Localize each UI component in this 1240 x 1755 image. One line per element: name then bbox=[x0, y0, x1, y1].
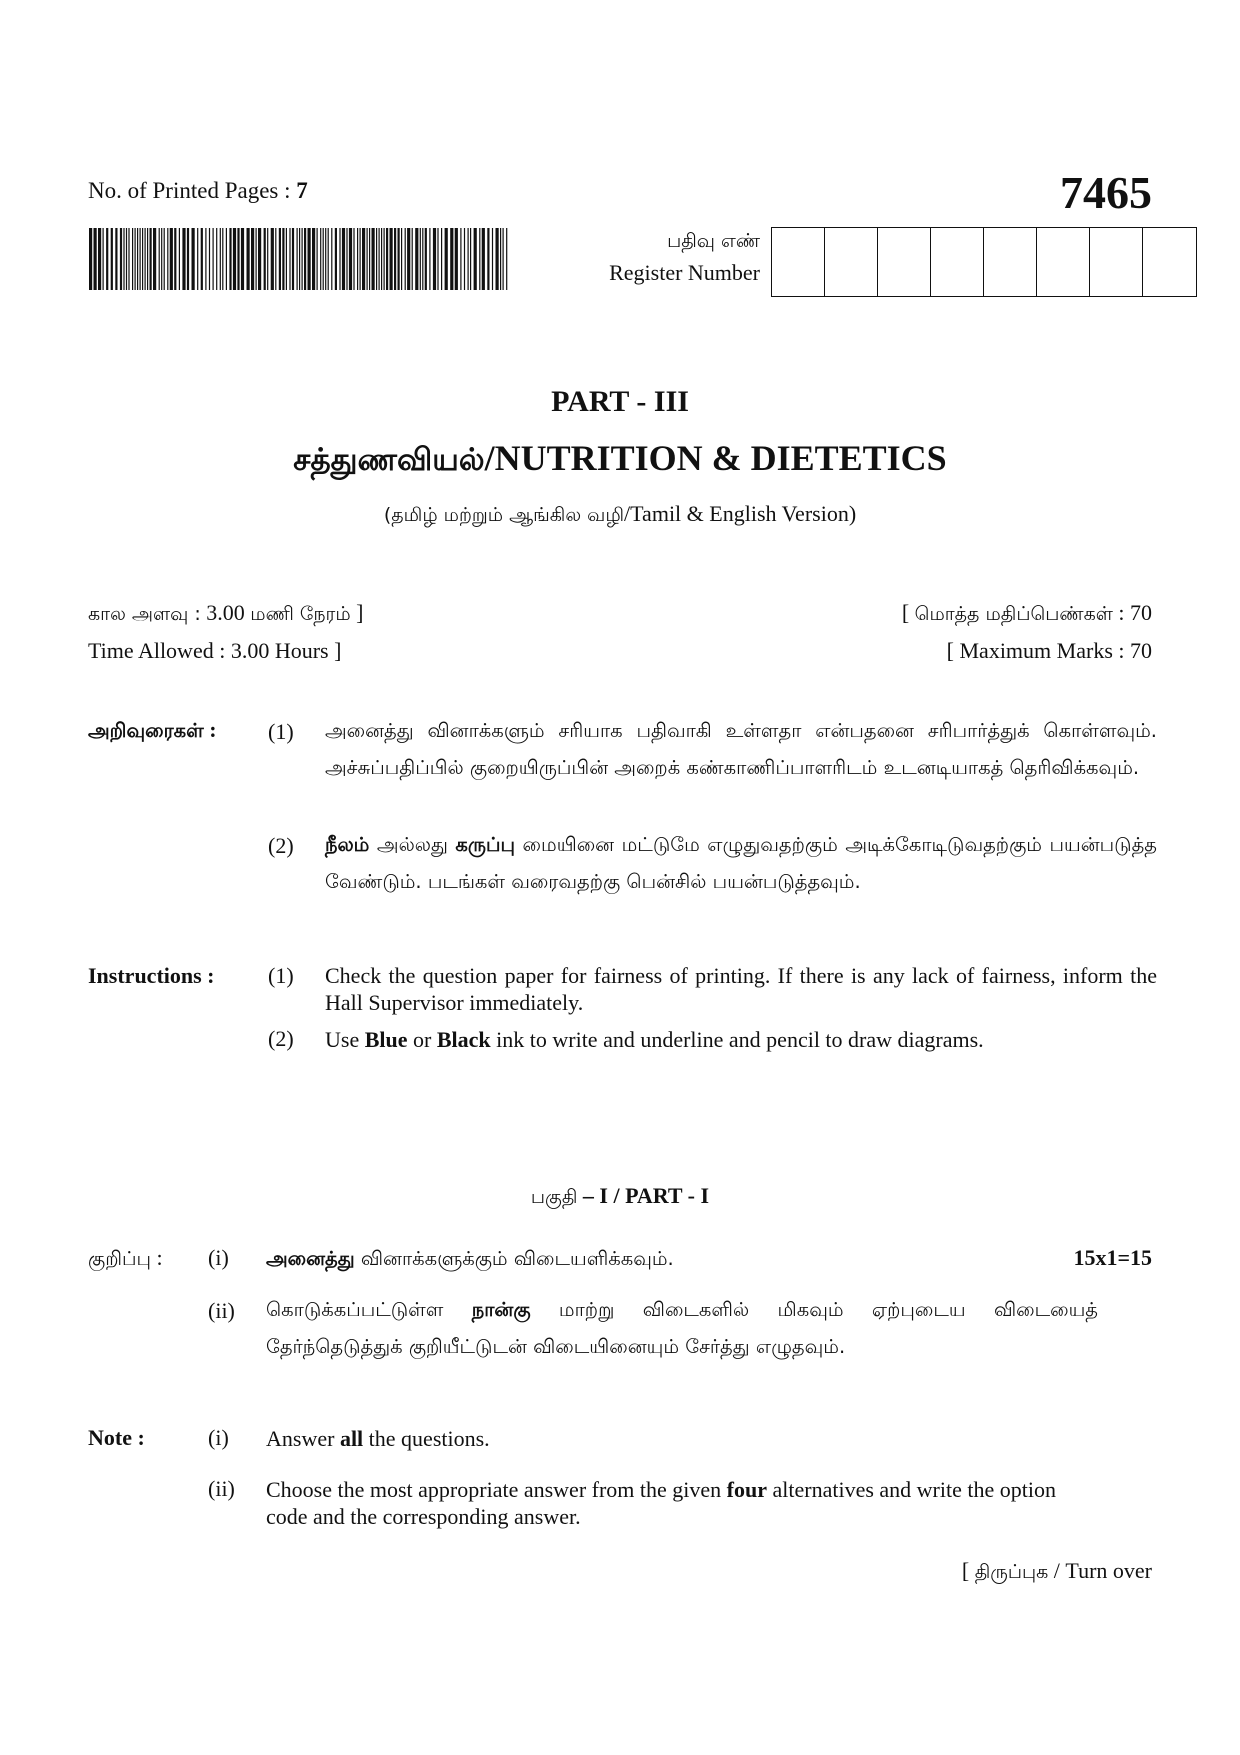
time-unit-tamil: மணி நேரம் bbox=[250, 603, 351, 625]
subject-title-tamil: சத்துணவியல் bbox=[293, 442, 485, 478]
time-allowed-tamil bbox=[88, 600, 363, 628]
note-tamil-1-text bbox=[266, 1240, 1046, 1277]
blue-text: Blue bbox=[364, 1027, 408, 1052]
register-digit-box[interactable] bbox=[1143, 228, 1196, 296]
register-digit-box[interactable] bbox=[984, 228, 1037, 296]
black-text: Black bbox=[436, 1027, 491, 1052]
marks-value-tamil: : 70 bbox=[1112, 600, 1152, 625]
all-text: all bbox=[339, 1426, 364, 1451]
turn-over-tamil: திருப்புக bbox=[974, 1561, 1049, 1583]
barcode-image bbox=[89, 228, 509, 290]
medium-line bbox=[0, 501, 1240, 529]
instruction-tamil-2-text bbox=[325, 826, 1157, 900]
note-tamil-label bbox=[88, 1245, 163, 1273]
note-tamil-2-number: (ii) bbox=[208, 1298, 235, 1323]
printed-pages-label: No. of Printed Pages : bbox=[88, 178, 291, 203]
instructions-tamil-label-sep: : bbox=[203, 717, 217, 742]
instruction-english-1-number: (1) bbox=[268, 963, 294, 988]
register-label-english: Register Number bbox=[609, 260, 760, 285]
note-english-2-text bbox=[266, 1476, 1098, 1530]
instruction-english-1-text: Check the question paper for fairness of printing. If there is any lack of fairness, inform the Hall Supervisor immediately. bbox=[325, 963, 1157, 1015]
register-digit-box[interactable] bbox=[1090, 228, 1143, 296]
note-tamil-1-number: (i) bbox=[208, 1245, 229, 1270]
instruction-english-2-number: (2) bbox=[268, 1026, 294, 1051]
instruction-english-2-text bbox=[325, 1026, 1157, 1053]
subject-title bbox=[0, 437, 1240, 482]
instruction-tamil-2-number: (2) bbox=[268, 833, 294, 858]
register-digit-box[interactable] bbox=[931, 228, 984, 296]
turn-over-bracket: [ bbox=[961, 1558, 975, 1583]
or-tamil: அல்லது bbox=[369, 833, 456, 856]
time-value-tamil: 3.00 bbox=[200, 600, 251, 625]
register-digit-box[interactable] bbox=[825, 228, 878, 296]
section-title-tamil: பகுதி bbox=[530, 1186, 578, 1208]
note-tamil-2-rest: மாற்று விடைகளில் மிகவும் ஏற்புடைய விடையைத் தேர்ந்தெடுத்துக் குறியீட்டுடன் விடையினையும் சேர்த்து எழுதவும். bbox=[266, 1298, 1098, 1358]
note-english-2-number: (ii) bbox=[208, 1476, 235, 1501]
instructions-tamil-label bbox=[88, 717, 217, 745]
choose-text: Choose the most appropriate answer from the given bbox=[266, 1477, 727, 1502]
medium-tamil: (தமிழ் மற்றும் ஆங்கில வழி bbox=[383, 504, 625, 526]
instruction-tamil-1-text: அனைத்து வினாக்களும் சரியாக பதிவாகி உள்ளதா என்பதனை சரிபார்த்துக் கொள்ளவும். அச்சுப்பதிப்பில் குறையிருப்பின் அறைக் கண்காணிப்பாளரிடம் உடனடியாகத் தெரிவிக்கவும். bbox=[325, 719, 1157, 779]
turn-over-english: / Turn over bbox=[1048, 1558, 1152, 1583]
note-english-1-text bbox=[266, 1425, 490, 1452]
alternatives-text: alternatives and write the option code and the corresponding answer. bbox=[266, 1477, 1056, 1529]
use-text: Use bbox=[325, 1027, 365, 1052]
instructions-tamil-label-text: அறிவுரைகள் bbox=[88, 719, 204, 742]
paper-code: 7465 bbox=[1060, 167, 1152, 218]
blue-ink-tamil: நீலம் bbox=[325, 833, 370, 856]
note-english-label: Note : bbox=[88, 1425, 145, 1450]
instruction-tamil-2-rest: மையினை மட்டுமே எழுதுவதற்கும் அடிக்கோடிடுவதற்கும் பயன்படுத்த வேண்டும். படங்கள் வரைவதற்கு பென்சில் பயன்படுத்தவும். bbox=[325, 833, 1157, 893]
medium-english: /Tamil & English Version) bbox=[624, 501, 857, 526]
note-tamil-2-text bbox=[266, 1291, 1098, 1365]
register-number-boxes[interactable] bbox=[771, 227, 1197, 297]
part-title: PART - III bbox=[551, 385, 689, 418]
register-label-tamil: பதிவு எண் bbox=[667, 230, 760, 252]
answer-text: Answer bbox=[266, 1426, 340, 1451]
instruction-english-2-rest: ink to write and underline and pencil to draw diagrams. bbox=[490, 1027, 984, 1052]
note-tamil-label-text: குறிப்பு bbox=[88, 1247, 152, 1270]
time-label-tamil: கால அளவு : bbox=[88, 603, 201, 625]
note-tamil-2-pre: கொடுக்கப்பட்டுள்ள bbox=[266, 1298, 472, 1321]
section-title bbox=[0, 1183, 1240, 1211]
or-text: or bbox=[407, 1027, 437, 1052]
subject-title-english: /NUTRITION & DIETETICS bbox=[484, 438, 947, 478]
register-digit-box[interactable] bbox=[878, 228, 931, 296]
register-digit-box[interactable] bbox=[772, 228, 825, 296]
all-tamil: அனைத்து bbox=[266, 1247, 355, 1270]
note-tamil-label-sep: : bbox=[151, 1245, 163, 1270]
section-marks: 15x1=15 bbox=[1073, 1245, 1152, 1270]
marks-label-tamil: மொத்த மதிப்பெண்கள் bbox=[914, 603, 1113, 625]
turn-over bbox=[962, 1558, 1152, 1586]
note-english-1-number: (i) bbox=[208, 1425, 229, 1450]
black-ink-tamil: கருப்பு bbox=[455, 833, 515, 856]
the-questions-text: the questions. bbox=[363, 1426, 490, 1451]
time-close-bracket: ] bbox=[350, 600, 364, 625]
four-text: four bbox=[726, 1477, 767, 1502]
register-digit-box[interactable] bbox=[1037, 228, 1090, 296]
printed-pages-line bbox=[88, 178, 308, 204]
maximum-marks-tamil bbox=[902, 600, 1152, 628]
maximum-marks-english: [ Maximum Marks : 70 bbox=[946, 638, 1152, 663]
marks-open-bracket: [ bbox=[901, 600, 915, 625]
register-number-labels bbox=[520, 226, 760, 288]
section-title-english: – I / PART - I bbox=[577, 1183, 710, 1208]
instructions-english-label: Instructions : bbox=[88, 963, 215, 988]
printed-pages-value: 7 bbox=[296, 178, 308, 203]
instruction-tamil-1-number: (1) bbox=[268, 719, 294, 744]
four-tamil: நான்கு bbox=[471, 1298, 531, 1321]
time-allowed-english: Time Allowed : 3.00 Hours ] bbox=[88, 638, 342, 663]
note-tamil-1-rest: வினாக்களுக்கும் விடையளிக்கவும். bbox=[354, 1247, 674, 1270]
